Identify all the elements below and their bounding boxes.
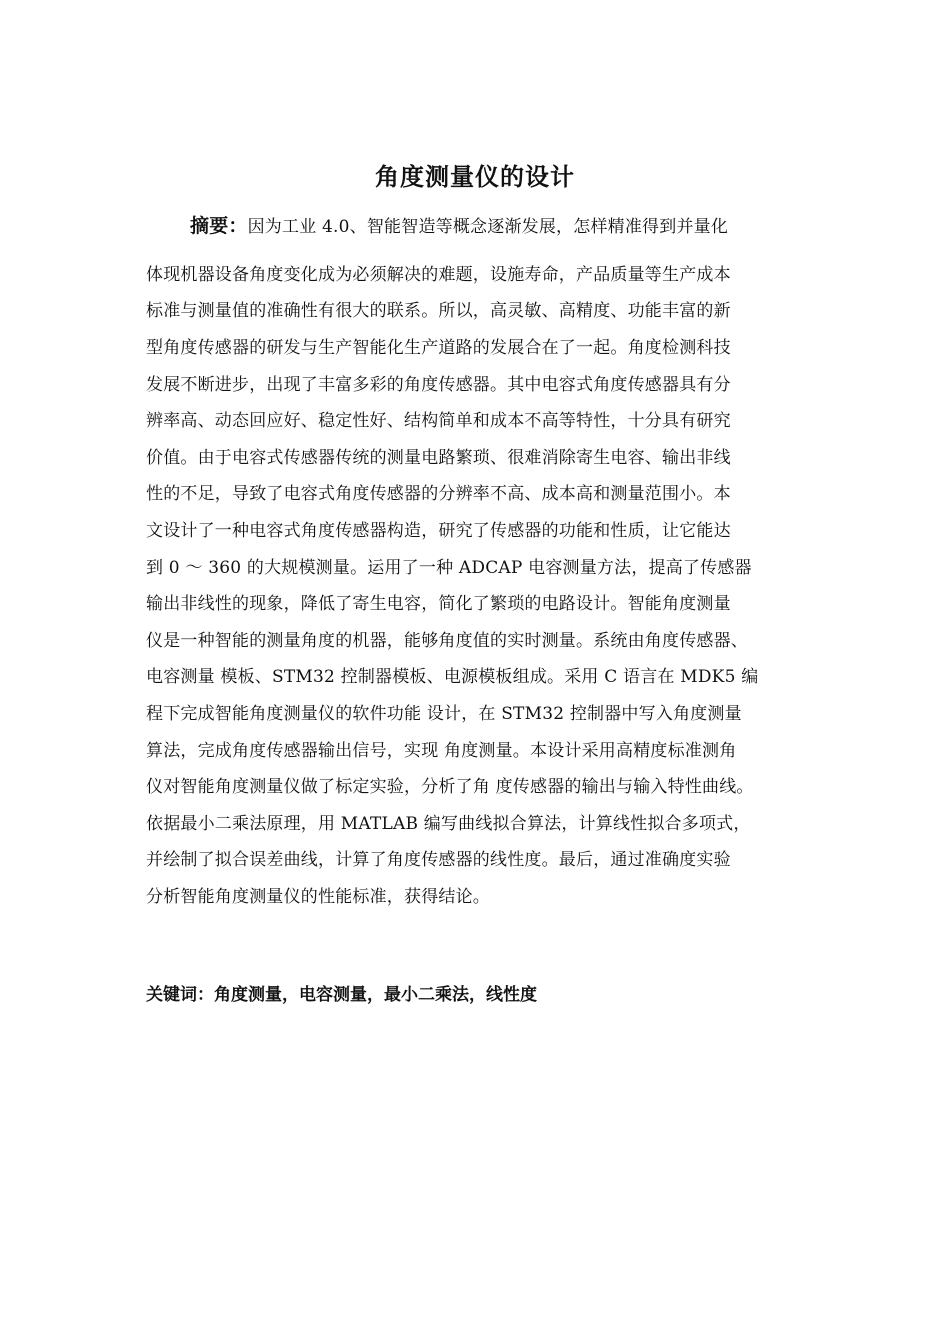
abstract-line-3: 标准与测量值的准确性有很大的联系。所以，高灵敏、高精度、功能丰富的新 <box>146 301 731 321</box>
abstract-line-15: 算法，完成角度传感器输出信号，实现 角度测量。本设计采用高精度标准测角 <box>146 741 737 761</box>
abstract-line-18: 并绘制了拟合误差曲线，计算了角度传感器的线性度。最后，通过准确度实验 <box>146 850 731 870</box>
abstract-line-19: 分析智能角度测量仪的性能标准，获得结论。 <box>146 887 490 907</box>
keywords-line: 关键词：角度测量，电容测量，最小二乘法，线性度 <box>146 985 537 1005</box>
abstract-line-14: 程下完成智能角度测量仪的软件功能 设计，在 STM32 控制器中写入角度测量 <box>146 704 742 724</box>
abstract-line-11: 输出非线性的现象，降低了寄生电容，简化了繁琐的电路设计。智能角度测量 <box>146 594 731 614</box>
abstract-line-1 <box>190 215 728 238</box>
abstract-line-13: 电容测量 模板、STM32 控制器模板、电源模板组成。采用 C 语言在 MDK5 编 <box>146 667 759 687</box>
abstract-line-7: 价值。由于电容式传感器传统的测量电路繁琐、很难消除寄生电容、输出非线 <box>146 448 731 468</box>
abstract-line-17: 依据最小二乘法原理，用 MATLAB 编写曲线拟合算法，计算线性拟合多项式， <box>146 814 751 834</box>
page-title: 角度测量仪的设计 <box>375 163 575 191</box>
abstract-label: 摘要： <box>190 215 248 237</box>
abstract-line-16: 仪对智能角度测量仪做了标定实验，分析了角 度传感器的输出与输入特性曲线。 <box>146 777 754 797</box>
abstract-line-9: 文设计了一种电容式角度传感器构造，研究了传感器的功能和性质，让它能达 <box>146 521 731 541</box>
abstract-text: 因为工业 4.0、智能智造等概念逐渐发展，怎样精准得到并量化 <box>247 217 729 237</box>
abstract-line-8: 性的不足，导致了电容式角度传感器的分辨率不高、成本高和测量范围小。本 <box>146 484 731 504</box>
abstract-line-2: 体现机器设备角度变化成为必须解决的难题，设施寿命，产品质量等生产成本 <box>146 265 731 285</box>
abstract-line-12: 仪是一种智能的测量角度的机器，能够角度值的实时测量。系统由角度传感器、 <box>146 631 748 651</box>
abstract-line-6: 辨率高、动态回应好、稳定性好、结构简单和成本不高等特性，十分具有研究 <box>146 411 731 431</box>
abstract-line-10: 到 0 ～ 360 的大规模测量。运用了一种 ADCAP 电容测量方法，提高了传感器 <box>146 558 752 578</box>
abstract-line-4: 型角度传感器的研发与生产智能化生产道路的发展合在了一起。角度检测科技 <box>146 338 731 358</box>
abstract-line-5: 发展不断进步，出现了丰富多彩的角度传感器。其中电容式角度传感器具有分 <box>146 375 731 395</box>
